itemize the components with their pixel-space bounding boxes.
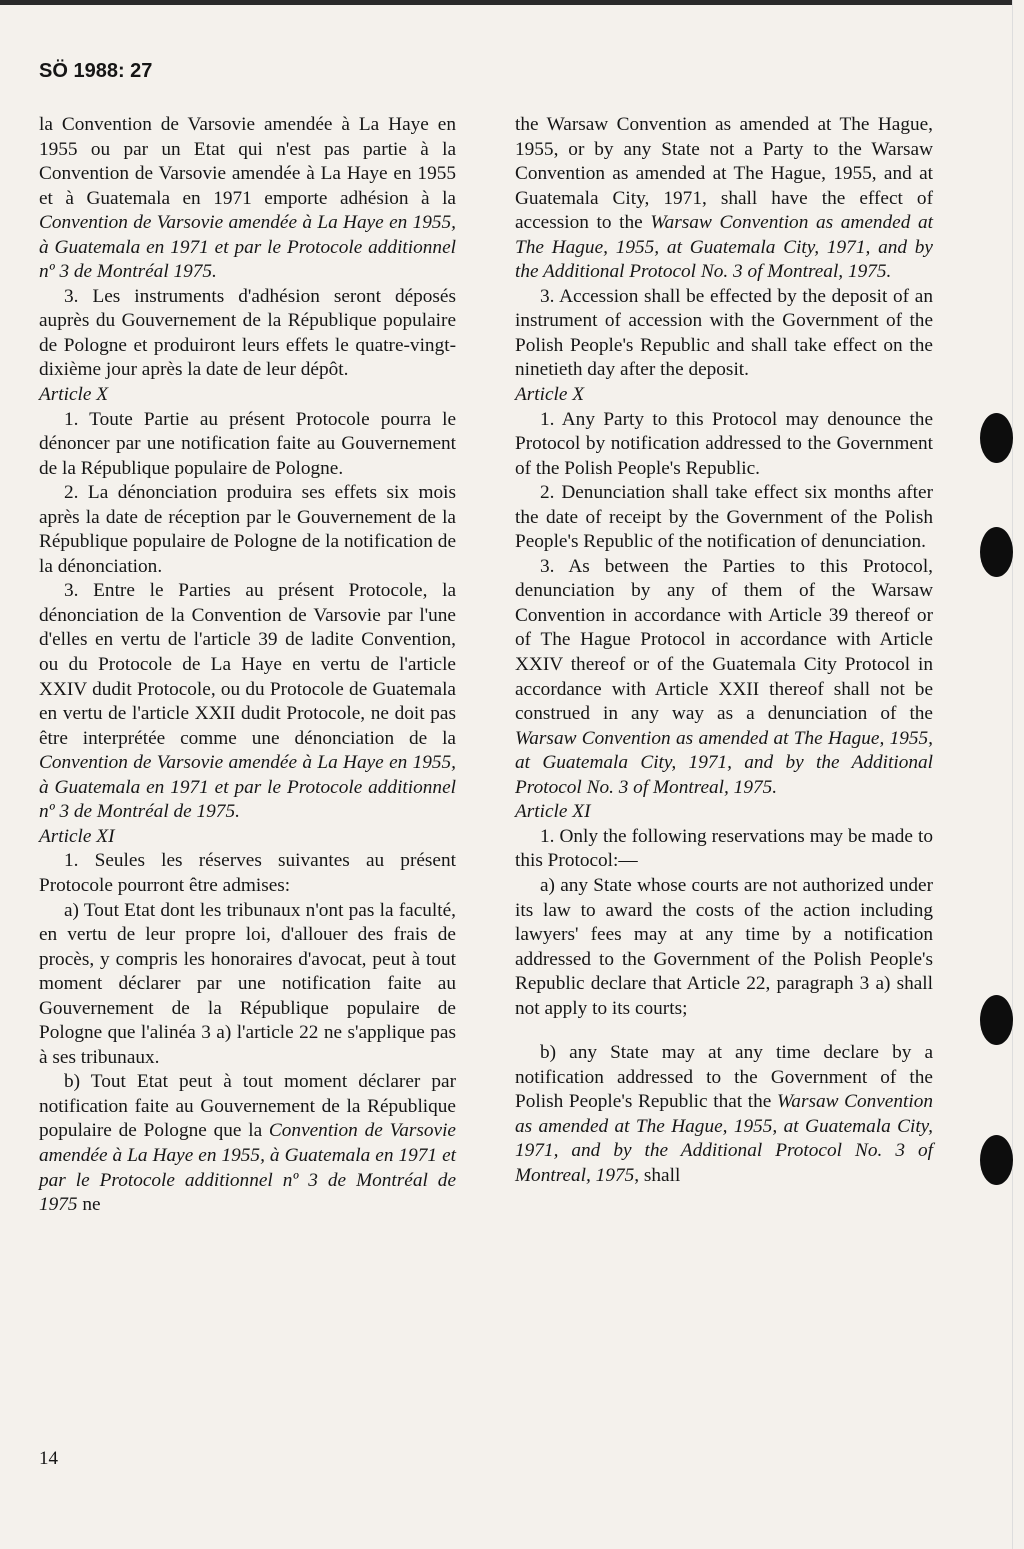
french-column xyxy=(39,113,456,1218)
paragraph-article-x-1: 1. Toute Partie au présent Protocole pourra le dénoncer par une notification faite au Gouvernement de la République populaire de Pologne. xyxy=(39,408,456,479)
paragraph-article-ix-3: 3. Les instruments d'adhésion seront déposés auprès du Gouvernement de la République populaire de Pologne et produiront leurs effets le quatre-vingt-dixième jour après la date de leur dépôt. xyxy=(39,285,456,381)
paragraph-article-ix-3: 3. Accession shall be effected by the deposit of an instrument of accession with the Government of the Polish People's Republic and shall take effect on the ninetieth day after the deposit. xyxy=(515,285,933,381)
heading-article-x: Article X xyxy=(515,384,585,406)
punch-hole-1 xyxy=(980,413,1013,463)
paragraph-article-xi-b: b) any State may at any time declare by a notification addressed to the Government of the Polish People's Republic that the Warsaw Convention as amended at The Hague, 1955, at Guatemala City, 1971, and by the Additional Protocol No. 3 of Montreal, 1975, shall xyxy=(515,1042,933,1186)
page-number: 14 xyxy=(39,1448,58,1469)
heading-article-xi: Article XI xyxy=(515,801,591,823)
paragraph-article-x-1: 1. Any Party to this Protocol may denounce the Protocol by notification addressed to the Government of the Polish People's Republic. xyxy=(515,408,933,479)
paragraph-article-xi-a: a) Tout Etat dont les tribunaux n'ont pas la faculté, en vertu de leur propre loi, d'allouer des frais de procès, y compris les honoraires d'avocat, peut à tout moment déclarer par une notification faite au Gouvernement de la République populaire de Pologne que l'alinéa 3 a) l'article 22 ne s'applique pas à ses tribunaux. xyxy=(39,899,456,1068)
paragraph-article-xi-1: 1. Only the following reservations may be made to this Protocol:— xyxy=(515,825,933,872)
document-reference: SÖ 1988: 27 xyxy=(39,60,153,82)
heading-article-xi: Article XI xyxy=(39,825,115,847)
heading-article-x: Article X xyxy=(39,384,109,406)
paragraph-article-x-3: 3. Entre le Parties au présent Protocole, la dénonciation de la Convention de Varsovie par l'une d'elles en vertu de l'article 39 de ladite Convention, ou du Protocole de La Haye en vertu de l'article XXIV dudit Protocole, ou du Protocole de Guatemala en vertu de l'article XXII dudit Protocole, ne doit pas être interprétée comme une dénonciation de la Convention de Varsovie amendée à La Haye en 1955, à Guatemala en 1971 et par le Protocole additionnel nº 3 de Montréal de 1975. xyxy=(39,580,456,823)
scan-edge xyxy=(0,0,1024,5)
paragraph-article-x-3: 3. As between the Parties to this Protocol, denunciation by any of them of the Warsaw Convention in accordance with Article 39 thereof or of The Hague Protocol in accordance with Article XXIV thereof or of the Guatemala City Protocol in accordance with Article XXII thereof shall not be construed in any way as a denunciation of the Warsaw Convention as amended at The Hague, 1955, at Guatemala City, 1971, and by the Additional Protocol No. 3 of Montreal, 1975. xyxy=(515,555,933,798)
paragraph-accession-continued: the Warsaw Convention as amended at The Hague, 1955, or by any State not a Party to the Warsaw Convention as amended at The Hague, 1955, and at Guatemala City, 1971, shall have the effect of accession to the Warsaw Convention as amended at The Hague, 1955, at Guatemala City, 1971, and by the Additional Protocol No. 3 of Montreal, 1975. xyxy=(515,114,933,283)
paragraph-accession-continued: la Convention de Varsovie amendée à La Haye en 1955 ou par un Etat qui n'est pas partie à la Convention de Varsovie amendée à La Haye en 1955 et à Guatemala en 1971 emporte adhésion à la Convention de Varsovie amendée à La Haye en 1955, à Guatemala en 1971 et par le Protocole additionnel nº 3 de Montréal 1975. xyxy=(39,114,456,283)
english-column xyxy=(515,113,933,1189)
paragraph-article-xi-1: 1. Seules les réserves suivantes au présent Protocole pourront être admises: xyxy=(39,850,456,896)
paragraph-article-xi-a: a) any State whose courts are not authorized under its law to award the costs of the action including lawyers' fees may at any time by a notification addressed to the Government of the Polish People's Republic declare that Article 22, paragraph 3 a) shall not apply to its courts; xyxy=(515,874,933,1019)
punch-hole-2 xyxy=(980,527,1013,577)
paragraph-article-xi-b: b) Tout Etat peut à tout moment déclarer par notification faite au Gouvernement de la République populaire de Pologne que la Convention de Varsovie amendée à La Haye en 1955, à Guatemala en 1971 et par le Protocole additionnel nº 3 de Montréal de 1975 ne xyxy=(39,1071,456,1216)
punch-hole-3 xyxy=(980,995,1013,1045)
scan-margin xyxy=(1012,0,1024,1549)
punch-hole-4 xyxy=(980,1135,1013,1185)
paragraph-article-x-2: 2. Denunciation shall take effect six months after the date of receipt by the Government of the Polish People's Republic of the notification of denunciation. xyxy=(515,482,933,553)
paragraph-article-x-2: 2. La dénonciation produira ses effets six mois après la date de réception par le Gouvernement de la République populaire de Pologne de la notification de la dénonciation. xyxy=(39,482,456,577)
